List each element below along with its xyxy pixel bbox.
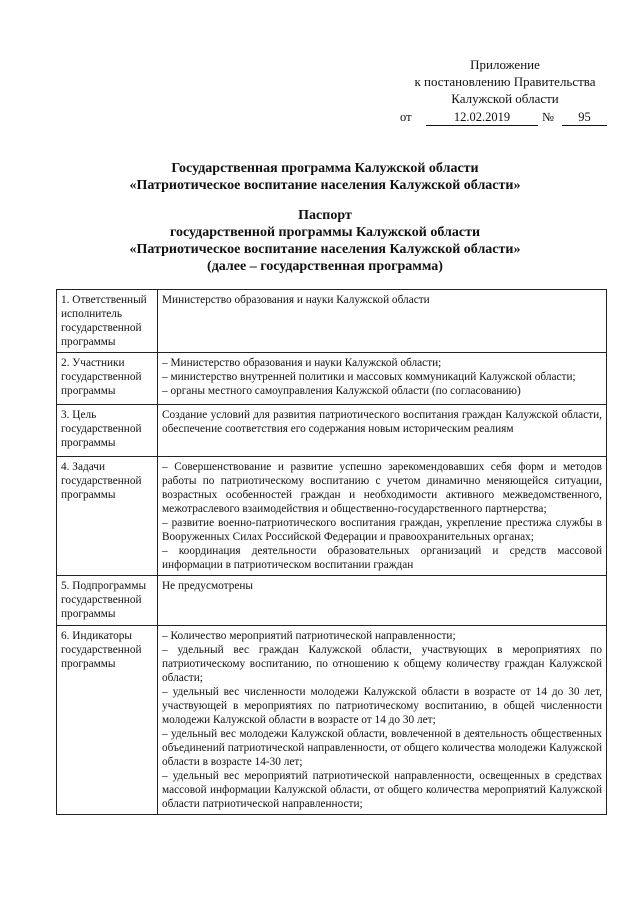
row-content <box>158 290 607 353</box>
row-label: 2. Участники государственной программы <box>57 353 158 405</box>
row-paragraph: – удельный вес граждан Калужской области, участвующих в мероприятиях по патриотическому воспитанию, по отношению к общему количеству граждан Калужской области; <box>162 644 602 684</box>
passport-title-line3: «Патриотическое воспитание населения Калужской области» <box>129 242 521 257</box>
row-content <box>158 626 607 815</box>
table-row <box>57 290 607 353</box>
row-content <box>158 576 607 626</box>
order-number-sign: № <box>542 110 554 124</box>
order-date: 12.02.2019 <box>426 110 538 126</box>
table-row <box>57 353 607 405</box>
row-content <box>158 457 607 576</box>
program-title-line1: Государственная программа Калужской области <box>171 161 479 176</box>
row-label: 3. Цель государственной программы <box>57 405 158 457</box>
passport-table <box>56 289 607 815</box>
row-paragraph: Министерство образования и науки Калужской области <box>162 294 430 306</box>
appendix-label: Приложение <box>470 57 540 72</box>
row-label: 4. Задачи государственной программы <box>57 457 158 576</box>
row-paragraph: – развитие военно-патриотического воспитания граждан, укрепление престижа службы в Вооруженных Силах Российской Федерации и правоохранительных органах; <box>162 517 602 543</box>
table-row <box>57 457 607 576</box>
program-title <box>60 160 590 194</box>
passport-title-line4: (далее – государственная программа) <box>207 259 443 274</box>
program-title-line2: «Патриотическое воспитание населения Калужской области» <box>129 178 521 193</box>
row-content <box>158 353 607 405</box>
row-paragraph: – органы местного самоуправления Калужской области (по согласованию) <box>162 385 521 397</box>
table-row <box>57 576 607 626</box>
appendix-header <box>400 56 610 107</box>
row-paragraph: – Совершенствование и развитие успешно зарекомендовавших себя форм и методов работы по патриотическому воспитанию с учетом динамично меняющейся ситуации, возрастных особенностей граждан и необходимости активного межведомственного, межотраслевого взаимодействия и общественно-государственного партнерства; <box>162 461 602 515</box>
order-number: 95 <box>562 110 607 126</box>
passport-title <box>60 207 590 275</box>
row-label: 1. Ответственный исполнитель государственной программы <box>57 290 158 353</box>
appendix-region: Калужской области <box>451 91 559 106</box>
row-paragraph: – министерство внутренней политики и массовых коммуникаций Калужской области; <box>162 371 576 383</box>
table-row <box>57 405 607 457</box>
row-paragraph: – координация деятельности образовательных организаций и средств массовой информации в патриотическом воспитании граждан <box>162 545 602 571</box>
row-paragraph: – удельный вес молодежи Калужской области, вовлеченной в деятельность общественных объединений патриотической направленности, от общего количества молодежи Калужской области в возрасте 14-30 лет; <box>162 728 602 768</box>
row-paragraph: – удельный вес численности молодежи Калужской области в возрасте от 14 до 30 лет, участвующей в мероприятиях по патриотическому воспитанию, в общей численности молодежи Калужской области в возрасте от 14 до 30 лет; <box>162 686 602 726</box>
appendix-resolution: к постановлению Правительства <box>414 74 596 89</box>
row-paragraph: – Количество мероприятий патриотической направленности; <box>162 630 456 642</box>
row-label: 6. Индикаторы государственной программы <box>57 626 158 815</box>
row-paragraph: Создание условий для развития патриотического воспитания граждан Калужской области, обеспечение соответствия его содержания новым историческим реалиям <box>162 409 602 435</box>
passport-title-line1: Паспорт <box>298 208 352 223</box>
row-label: 5. Подпрограммы государственной программы <box>57 576 158 626</box>
row-content <box>158 405 607 457</box>
table-row <box>57 626 607 815</box>
row-paragraph: – Министерство образования и науки Калужской области; <box>162 357 442 369</box>
passport-title-line2: государственной программы Калужской области <box>169 225 481 240</box>
row-paragraph: – удельный вес мероприятий патриотической направленности, освещенных в средствах массовой информации Калужской области, от общего количества мероприятий Калужской области патриотической направленности; <box>162 770 602 810</box>
row-paragraph: Не предусмотрены <box>162 580 253 592</box>
order-from-label: от <box>400 110 412 124</box>
